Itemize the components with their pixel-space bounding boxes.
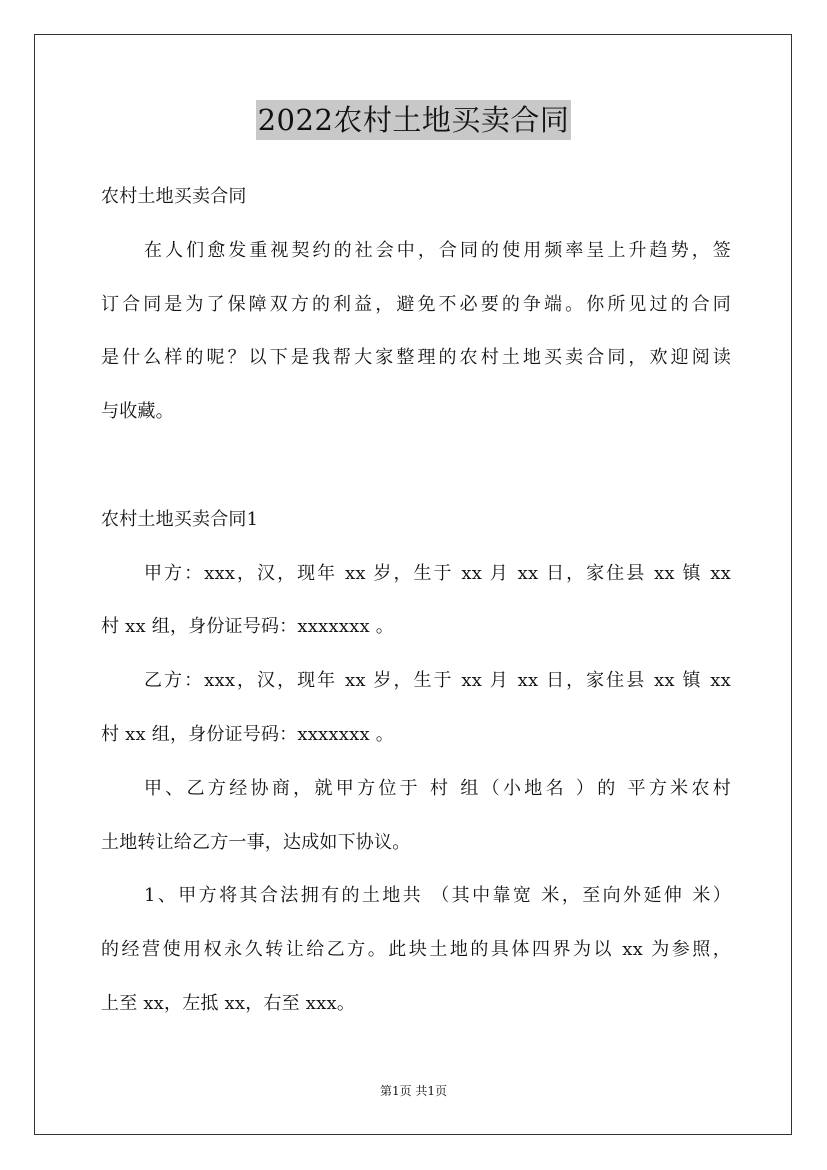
party-b-line: 乙方：xxx，汉，现年 xx 岁，生于 xx 月 xx 日，家住县 xx 镇 xx: [144, 670, 731, 692]
blank-line: [101, 439, 731, 493]
intro-line: 与收藏。: [101, 401, 174, 423]
intro-line: 是什么样的呢？以下是我帮大家整理的农村土地买卖合同，欢迎阅读: [101, 347, 731, 369]
negotiation-line: 土地转让给乙方一事，达成如下协议。: [101, 831, 411, 853]
page-footer: 第1页 共1页: [379, 1084, 448, 1098]
contract-heading: 农村土地买卖合同1: [101, 508, 259, 530]
intro-line: 订合同是为了保障双方的利益，避免不必要的争端。你所见过的合同: [101, 293, 731, 315]
negotiation-line: 甲、乙方经协商，就甲方位于 村 组（小地名 ）的 平方米农村: [144, 777, 731, 799]
document-title: 2022农村土地买卖合同: [256, 100, 572, 140]
intro-line: 在人们愈发重视契约的社会中，合同的使用频率呈上升趋势，签: [144, 239, 731, 261]
clause-line: 1、甲方将其合法拥有的土地共 （其中靠宽 米，至向外延伸 米）: [144, 885, 731, 907]
party-a-line: 村 xx 组，身份证号码：xxxxxxx 。: [101, 616, 394, 638]
document-body: [101, 170, 731, 1031]
title-container: [0, 100, 827, 140]
clause-line: 上至 xx，左抵 xx，右至 xxx。: [101, 992, 356, 1014]
section-heading: 农村土地买卖合同: [101, 186, 247, 207]
party-b-line: 村 xx 组，身份证号码：xxxxxxx 。: [101, 723, 394, 745]
clause-line: 的经营使用权永久转让给乙方。此块土地的具体四界为以 xx 为参照，: [101, 939, 731, 961]
party-a-line: 甲方：xxx，汉，现年 xx 岁，生于 xx 月 xx 日，家住县 xx 镇 xx: [144, 562, 731, 584]
